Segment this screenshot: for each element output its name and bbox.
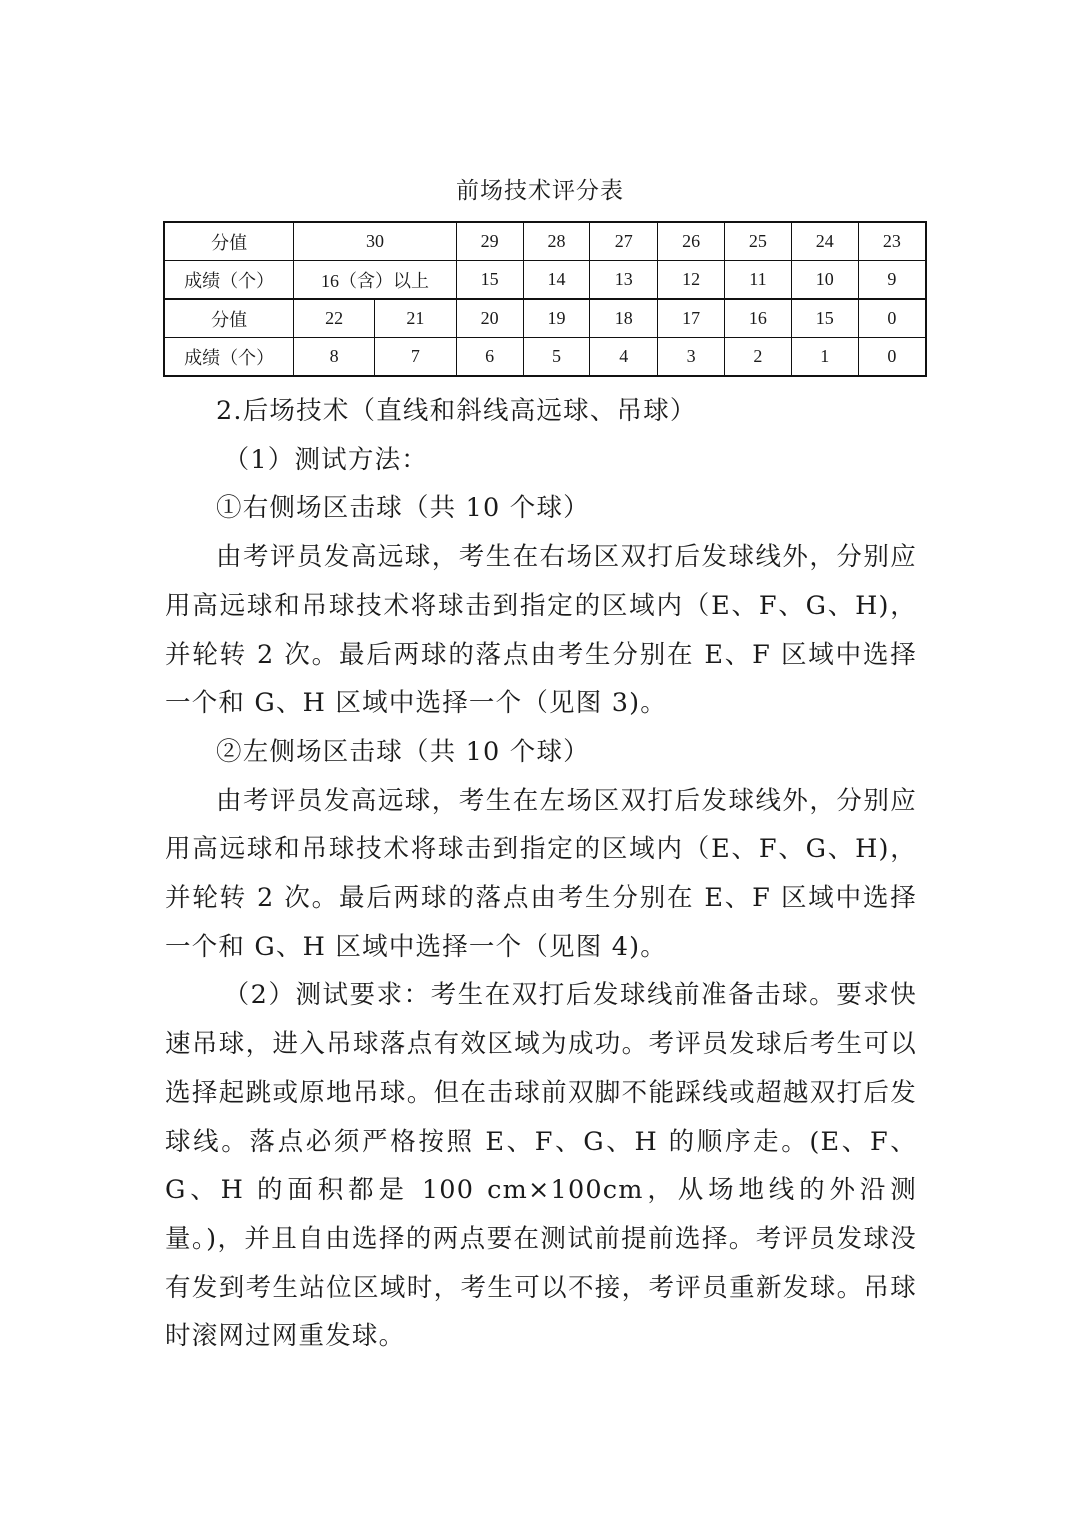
table-cell: 23 xyxy=(858,222,926,261)
table-cell: 26 xyxy=(658,222,725,261)
table-cell: 15 xyxy=(791,299,858,338)
table-cell: 24 xyxy=(791,222,858,261)
table-cell: 29 xyxy=(456,222,523,261)
table-cell: 21 xyxy=(374,299,456,338)
table-row xyxy=(164,299,926,338)
table-cell: 28 xyxy=(523,222,590,261)
row-label: 分值 xyxy=(164,222,294,261)
table-cell: 16（含）以上 xyxy=(294,261,457,300)
table-cell: 30 xyxy=(294,222,457,261)
table-cell: 7 xyxy=(374,338,456,377)
paragraph: 由考评员发高远球，考生在左场区双打后发球线外，分别应用高远球和吊球技术将球击到指定的区域内（E、F、G、H)，并轮转 2 次。最后两球的落点由考生分别在 E、F 区域中选择一个和 G、H 区域中选择一个（见图 4)。 xyxy=(165,785,917,962)
table-cell: 17 xyxy=(658,299,725,338)
table-row xyxy=(164,338,926,377)
row-label: 成绩（个） xyxy=(164,338,294,377)
table-cell: 5 xyxy=(523,338,590,377)
table-cell: 12 xyxy=(658,261,725,300)
table-cell: 3 xyxy=(658,338,725,377)
table-cell: 19 xyxy=(523,299,590,338)
item-heading: ②左侧场区击球（共 10 个球） xyxy=(216,736,590,767)
table-row xyxy=(164,261,926,300)
table-cell: 1 xyxy=(791,338,858,377)
table-cell: 16 xyxy=(725,299,792,338)
table-cell: 25 xyxy=(725,222,792,261)
table-cell: 27 xyxy=(590,222,658,261)
table-cell: 11 xyxy=(725,261,792,300)
table-cell: 0 xyxy=(858,299,926,338)
table-cell: 22 xyxy=(294,299,375,338)
table-cell: 8 xyxy=(294,338,375,377)
table-cell: 2 xyxy=(725,338,792,377)
table-cell: 0 xyxy=(858,338,926,377)
scoring-table xyxy=(163,221,927,377)
table-cell: 15 xyxy=(456,261,523,300)
table-cell: 10 xyxy=(791,261,858,300)
table-cell: 9 xyxy=(858,261,926,300)
paragraph: （2）测试要求：考生在双打后发球线前准备击球。要求快速吊球，进入吊球落点有效区域为成功。考评员发球后考生可以选择起跳或原地吊球。但在击球前双脚不能踩线或超越双打后发球线。落点必须严格按照 E、F、G、H 的顺序走。(E、F、G、H 的面积都是 100 cm×100cm，从场地线的外沿测量。)，并且自由选择的两点要在测试前提前选择。考评员发球没有发到考生站位区域时，考生可以不接，考评员重新发球。吊球时滚网过网重发球。 xyxy=(165,980,917,1352)
section-heading: 2.后场技术（直线和斜线高远球、吊球） xyxy=(216,396,697,426)
row-label: 成绩（个） xyxy=(164,261,294,300)
table-row xyxy=(164,222,926,261)
table-cell: 14 xyxy=(523,261,590,300)
table-cell: 13 xyxy=(590,261,658,300)
table-title: 前场技术评分表 xyxy=(456,178,624,204)
table-cell: 6 xyxy=(456,338,523,377)
table-cell: 4 xyxy=(590,338,658,377)
paragraph: 由考评员发高远球，考生在右场区双打后发球线外，分别应用高远球和吊球技术将球击到指定的区域内（E、F、G、H)，并轮转 2 次。最后两球的落点由考生分别在 E、F 区域中选择一个和 G、H 区域中选择一个（见图 3)。 xyxy=(165,542,917,719)
body-text xyxy=(165,387,917,1361)
row-label: 分值 xyxy=(164,299,294,338)
table-cell: 18 xyxy=(590,299,658,338)
item-heading: ①右侧场区击球（共 10 个球） xyxy=(216,493,590,524)
subsection-heading: （1）测试方法： xyxy=(223,444,428,475)
table-cell: 20 xyxy=(456,299,523,338)
